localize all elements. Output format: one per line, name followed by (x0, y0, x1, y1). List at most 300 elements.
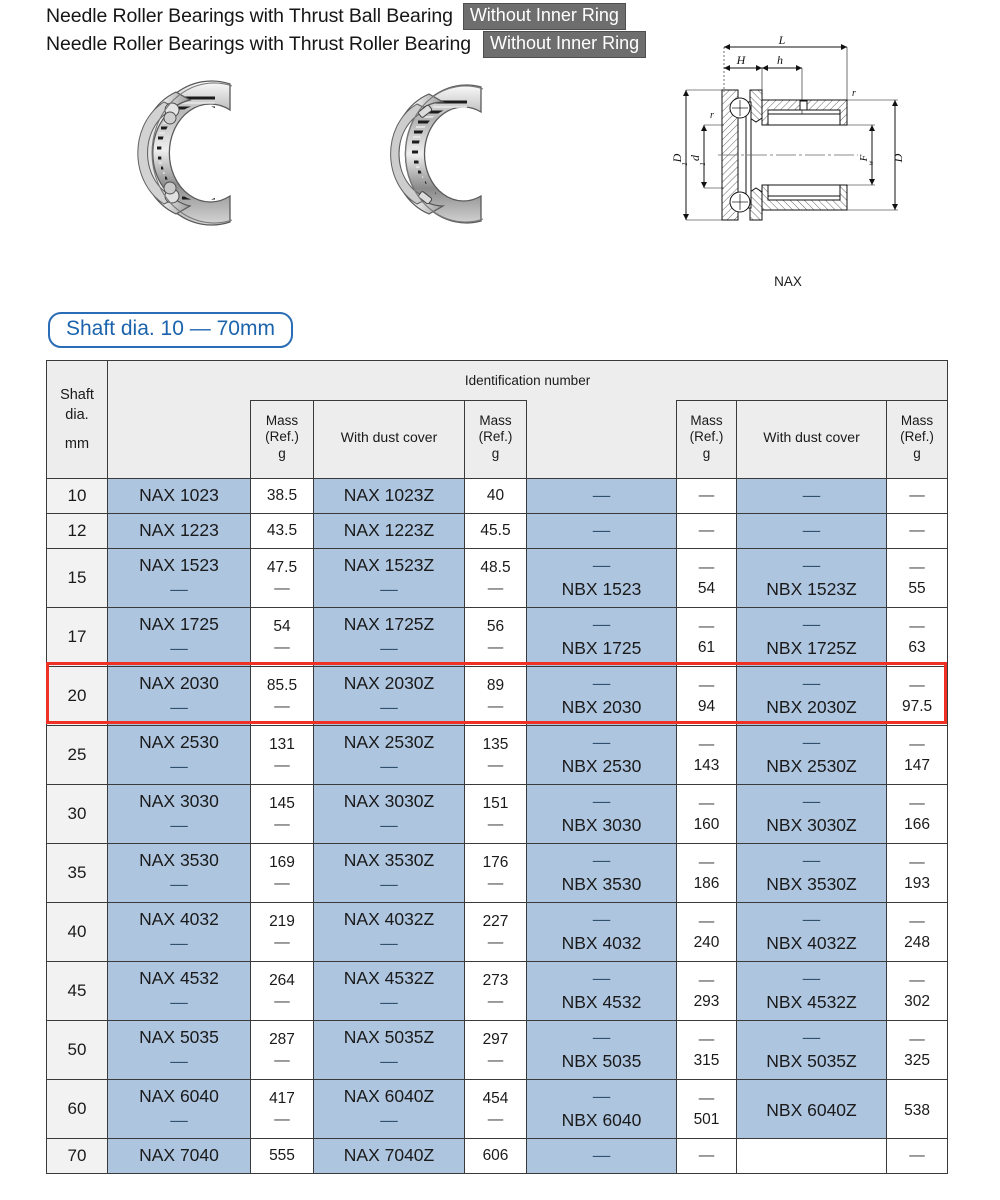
cell-nbxz (737, 844, 887, 903)
cell-nax (108, 962, 251, 1021)
cell-line-top: NAX 3030 (139, 791, 219, 812)
cell-line-bottom: 538 (904, 1102, 930, 1120)
cell-line-bottom: — (380, 579, 398, 599)
dim-label-D: D (891, 153, 905, 163)
cell-nbx (527, 1021, 677, 1080)
cell-line-top: 89 (486, 676, 505, 694)
cell-line-bottom: — (170, 874, 188, 894)
dim-label-d1: d (688, 155, 702, 161)
cell-nbxz (737, 726, 887, 785)
cell-shaft-dia: 20 (47, 667, 108, 726)
cell-line-top: NAX 6040Z (343, 1086, 435, 1107)
header-mass-2: Mass (Ref.) g (465, 401, 527, 479)
cell-nbxz_mass (887, 1021, 948, 1080)
cell-nax_mass (251, 785, 314, 844)
cell-line-top: — (802, 1027, 821, 1048)
cell-nax (108, 514, 251, 549)
cell-line-top: — (592, 1145, 611, 1166)
cell-line-bottom: — (487, 1052, 504, 1069)
cell-line-bottom: — (274, 875, 290, 892)
cell-line-bottom: — (274, 639, 290, 656)
cell-nbx_mass (677, 844, 737, 903)
cell-nax_mass (251, 1021, 314, 1080)
dim-label-L: L (778, 33, 786, 47)
cell-line-top: — (698, 522, 715, 540)
cell-nbxz (737, 1139, 887, 1174)
cell-line-bottom: 325 (904, 1052, 930, 1069)
cell-line-bottom: 97.5 (901, 698, 933, 715)
cell-line-top: — (698, 487, 715, 505)
cell-naxz (314, 726, 465, 785)
cell-line-top: — (802, 555, 821, 576)
cell-line-top: NAX 7040 (139, 1145, 219, 1166)
table-header-row-group (47, 361, 948, 401)
cell-line-top: — (698, 794, 715, 812)
cell-line-top: — (698, 1030, 715, 1048)
cell-line-bottom: 302 (904, 993, 930, 1010)
cell-nax_mass (251, 479, 314, 514)
cell-shaft-dia: 15 (47, 549, 108, 608)
cell-naxz (314, 479, 465, 514)
cell-line-bottom: 147 (904, 757, 930, 774)
cell-nbxz_mass (887, 785, 948, 844)
dim-label-r-top: r (852, 88, 856, 99)
cell-line-bottom: — (170, 638, 188, 658)
cell-line-top: — (802, 520, 821, 541)
cell-line-bottom: — (380, 638, 398, 658)
cell-line-top: — (592, 850, 611, 871)
table-row (47, 962, 948, 1021)
cell-line-top: — (909, 487, 925, 505)
cell-line-top: — (909, 794, 925, 812)
dim-label-H: H (736, 53, 746, 67)
header-shaft-dia: Shaft dia. mm (47, 361, 108, 479)
cell-line-bottom: NBX 2530Z (766, 756, 857, 776)
cell-nbx (527, 1139, 677, 1174)
cell-line-bottom: 186 (693, 875, 720, 892)
page-header (46, 4, 686, 60)
cell-naxz (314, 514, 465, 549)
cell-line-top (737, 1154, 886, 1158)
cell-line-top: 273 (482, 971, 509, 989)
table-row (47, 514, 948, 549)
cell-line-top: — (802, 968, 821, 989)
cell-naxz_mass (465, 1139, 527, 1174)
cell-naxz (314, 844, 465, 903)
cell-line-top: NAX 1023Z (343, 485, 435, 506)
cell-line-bottom: NBX 3030 (561, 815, 642, 835)
cell-line-top: — (592, 614, 611, 635)
cell-line-bottom: NBX 2030 (561, 697, 642, 717)
dim-label-Fw: F (858, 154, 870, 162)
cell-line-top: 606 (482, 1147, 509, 1165)
cell-line-top: NAX 4532 (139, 968, 219, 989)
cell-nax (108, 1139, 251, 1174)
cell-line-bottom: — (170, 1110, 188, 1130)
header-line-1 (46, 4, 686, 29)
cell-line-bottom: NBX 1725Z (766, 638, 857, 658)
cell-nbx_mass (677, 726, 737, 785)
cell-line-top: — (909, 522, 925, 540)
cell-line-top: 176 (482, 853, 509, 871)
cell-line-bottom: 143 (693, 757, 720, 774)
cell-line-top: NAX 1725Z (343, 614, 435, 635)
cell-naxz (314, 1021, 465, 1080)
cell-line-top: 287 (269, 1030, 295, 1048)
cell-nbx (527, 844, 677, 903)
cell-shaft-dia: 30 (47, 785, 108, 844)
cell-nbxz (737, 1080, 887, 1139)
cell-nbxz_mass (887, 903, 948, 962)
cell-line-bottom: 160 (693, 816, 720, 833)
cell-nbxz (737, 479, 887, 514)
cell-line-top: NAX 5035 (139, 1027, 219, 1048)
cell-nbx_mass (677, 549, 737, 608)
cell-line-top: — (592, 1027, 611, 1048)
cell-nbx (527, 903, 677, 962)
cell-line-bottom: NBX 5035Z (766, 1051, 857, 1071)
cell-line-top: NAX 5035Z (343, 1027, 435, 1048)
cell-line-bottom: — (274, 934, 290, 951)
cell-naxz_mass (465, 549, 527, 608)
cell-line-top: — (698, 676, 715, 694)
cell-line-top: NAX 1725 (139, 614, 219, 635)
cell-nax_mass (251, 844, 314, 903)
cell-line-top: NAX 1523Z (343, 555, 435, 576)
header-nax-blank (108, 401, 251, 479)
cell-nbxz_mass (887, 514, 948, 549)
specification-table (46, 360, 948, 1174)
dim-label-Fw-sub: w (867, 160, 875, 166)
cell-line-bottom: — (487, 816, 504, 833)
badge-without-inner-ring-2: Without Inner Ring (483, 31, 646, 57)
cell-nbx_mass (677, 1080, 737, 1139)
cell-line-bottom: 166 (904, 816, 930, 833)
header-identification-number: Identification number (108, 361, 948, 401)
cell-naxz (314, 962, 465, 1021)
cell-shaft-dia: 45 (47, 962, 108, 1021)
cell-naxz_mass (465, 844, 527, 903)
dim-label-D1-sub: 1 (681, 162, 689, 166)
cell-naxz (314, 1080, 465, 1139)
cell-shaft-dia: 60 (47, 1080, 108, 1139)
cell-line-bottom: — (274, 580, 290, 597)
cell-line-top: NAX 1223 (139, 520, 219, 541)
cell-line-bottom: — (487, 757, 504, 774)
cell-nax (108, 726, 251, 785)
cell-line-bottom: NBX 4032Z (766, 933, 857, 953)
cell-line-top: NAX 6040 (139, 1086, 219, 1107)
cell-line-top: 131 (269, 735, 295, 753)
cell-nax (108, 1021, 251, 1080)
cell-line-bottom: NBX 5035 (561, 1051, 642, 1071)
cell-nbx (527, 514, 677, 549)
cell-line-top: NAX 4032Z (343, 909, 435, 930)
cell-line-bottom: 55 (908, 580, 926, 597)
cell-line-top: NAX 2530Z (343, 732, 435, 753)
cell-line-bottom: — (170, 815, 188, 835)
cell-line-top: — (909, 1030, 925, 1048)
cell-line-bottom: — (380, 933, 398, 953)
table-header-row-sub (47, 401, 948, 479)
cell-line-top: — (909, 912, 925, 930)
cell-line-bottom: — (487, 875, 504, 892)
cell-line-top: NAX 1223Z (343, 520, 435, 541)
cell-line-bottom: 248 (904, 934, 930, 951)
cell-line-bottom: — (170, 1051, 188, 1071)
table-row (47, 667, 948, 726)
cell-line-bottom: — (380, 1051, 398, 1071)
cell-nax (108, 1080, 251, 1139)
cell-line-top: — (802, 485, 821, 506)
cell-line-bottom: NBX 6040Z (766, 1100, 857, 1121)
cell-line-top: 454 (482, 1089, 509, 1107)
cell-line-top: 227 (482, 912, 509, 930)
cell-line-bottom: — (274, 1052, 290, 1069)
product-title-ball-bearing: Needle Roller Bearings with Thrust Ball Bearing (46, 5, 453, 27)
cell-nbx_mass (677, 962, 737, 1021)
cell-line-bottom: 293 (693, 993, 720, 1010)
table-row (47, 844, 948, 903)
cell-nbx_mass (677, 667, 737, 726)
cell-line-top: — (802, 850, 821, 871)
cell-line-bottom: — (380, 756, 398, 776)
cell-nbxz_mass (887, 962, 948, 1021)
cell-naxz_mass (465, 514, 527, 549)
cell-line-top: — (909, 853, 925, 871)
cell-shaft-dia: 40 (47, 903, 108, 962)
product-title-roller-bearing: Needle Roller Bearings with Thrust Roller Bearing (46, 33, 472, 55)
cell-nax_mass (251, 549, 314, 608)
cell-naxz_mass (465, 903, 527, 962)
cell-line-bottom: 315 (693, 1052, 720, 1069)
cell-line-bottom: — (170, 579, 188, 599)
cell-shaft-dia: 25 (47, 726, 108, 785)
cell-nax_mass (251, 1080, 314, 1139)
cell-nbxz_mass (887, 549, 948, 608)
cell-nbx (527, 1080, 677, 1139)
cell-nbxz (737, 785, 887, 844)
table-row (47, 785, 948, 844)
cell-line-top: — (698, 912, 715, 930)
cell-naxz_mass (465, 785, 527, 844)
cell-nbx (527, 479, 677, 514)
badge-without-inner-ring-1: Without Inner Ring (463, 3, 626, 29)
cell-nax_mass (251, 667, 314, 726)
cell-line-top: — (802, 614, 821, 635)
cell-line-bottom: 240 (693, 934, 720, 951)
cell-line-top: — (698, 558, 715, 576)
table-row (47, 1080, 948, 1139)
cell-line-bottom: — (274, 993, 290, 1010)
cell-naxz_mass (465, 479, 527, 514)
cell-line-top: — (698, 971, 715, 989)
cell-line-top: 135 (482, 735, 509, 753)
cell-line-bottom: — (170, 756, 188, 776)
cell-line-top: — (802, 791, 821, 812)
table-header (47, 361, 948, 479)
cell-nbx (527, 667, 677, 726)
cell-line-top: — (698, 853, 715, 871)
cell-line-top: NAX 1023 (139, 485, 219, 506)
cell-nbx (527, 726, 677, 785)
cell-line-bottom: — (380, 1110, 398, 1130)
cell-line-bottom: NBX 6040 (561, 1110, 642, 1130)
cell-nbxz (737, 608, 887, 667)
cell-line-top: — (592, 520, 611, 541)
table-row (47, 903, 948, 962)
cell-line-top: 555 (269, 1147, 295, 1165)
cell-naxz (314, 549, 465, 608)
cell-shaft-dia: 10 (47, 479, 108, 514)
cell-line-top: NAX 3530Z (343, 850, 435, 871)
cell-line-top: 47.5 (266, 558, 298, 576)
cell-line-top: 264 (269, 971, 295, 989)
product-photos (120, 68, 480, 253)
cell-line-top: 297 (482, 1030, 509, 1048)
cell-line-bottom: NBX 1725 (561, 638, 642, 658)
table-row (47, 1021, 948, 1080)
cell-line-bottom: NBX 4532 (561, 992, 642, 1012)
cell-nax_mass (251, 1139, 314, 1174)
cell-nbx_mass (677, 1139, 737, 1174)
drawing-caption-nax: NAX (774, 274, 802, 289)
cell-line-top: NAX 3030Z (343, 791, 435, 812)
cell-naxz_mass (465, 1021, 527, 1080)
cell-line-top: — (698, 617, 715, 635)
cell-nbx_mass (677, 903, 737, 962)
cell-line-top: — (592, 732, 611, 753)
header-nbx-blank (527, 401, 677, 479)
cell-line-top: 169 (269, 853, 295, 871)
header-with-dust-cover-2: With dust cover (737, 401, 887, 479)
cell-line-top: NAX 4032 (139, 909, 219, 930)
cell-nbxz_mass (887, 479, 948, 514)
table-row (47, 549, 948, 608)
cell-line-top: NAX 2030 (139, 673, 219, 694)
specification-table-wrapper (46, 360, 947, 1174)
cell-line-bottom: NBX 3530 (561, 874, 642, 894)
cell-line-bottom: NBX 3530Z (766, 874, 857, 894)
cell-shaft-dia: 12 (47, 514, 108, 549)
table-row (47, 1139, 948, 1174)
cell-line-bottom: NBX 2030Z (766, 697, 857, 717)
cell-nbx_mass (677, 785, 737, 844)
cell-naxz_mass (465, 667, 527, 726)
table-row (47, 479, 948, 514)
header-with-dust-cover-1: With dust cover (314, 401, 465, 479)
cell-line-top: 43.5 (266, 522, 298, 540)
cell-line-top: 48.5 (480, 558, 511, 576)
cell-naxz (314, 785, 465, 844)
bearing-cross-section-drawing (662, 30, 914, 248)
cell-line-bottom: — (487, 1111, 504, 1128)
cell-line-bottom: NBX 4532Z (766, 992, 857, 1012)
cell-line-top: — (909, 676, 925, 694)
cell-line-top: — (909, 1147, 925, 1165)
shaft-diameter-range-label: Shaft dia. 10 — 70mm (48, 312, 293, 348)
bearing-photo-thrust-roller (375, 72, 550, 237)
cell-nbx (527, 608, 677, 667)
cell-nbxz (737, 903, 887, 962)
cell-line-top: 219 (269, 912, 295, 930)
cell-nbxz (737, 667, 887, 726)
cell-nbxz_mass (887, 667, 948, 726)
cell-line-bottom: NBX 4032 (561, 933, 642, 953)
cell-line-bottom: NBX 1523Z (766, 579, 857, 599)
bearing-photo-thrust-ball (120, 68, 300, 238)
header-mass-3: Mass (Ref.) g (677, 401, 737, 479)
cell-line-bottom: — (274, 757, 290, 774)
cell-naxz (314, 1139, 465, 1174)
cell-nbxz_mass (887, 844, 948, 903)
cell-nbxz_mass (887, 608, 948, 667)
cell-nax_mass (251, 962, 314, 1021)
cell-line-top: — (802, 673, 821, 694)
cell-nax (108, 549, 251, 608)
cell-line-bottom: — (487, 993, 504, 1010)
cell-line-top: — (802, 732, 821, 753)
cell-nax (108, 903, 251, 962)
cell-line-top: — (592, 485, 611, 506)
cell-line-top: 85.5 (266, 676, 298, 694)
cell-line-top: — (698, 1147, 715, 1165)
cell-shaft-dia: 35 (47, 844, 108, 903)
cell-nbxz_mass (887, 1080, 948, 1139)
cell-line-bottom: NBX 2530 (561, 756, 642, 776)
cell-line-bottom: — (380, 697, 398, 717)
cell-line-top: 56 (486, 617, 505, 635)
cell-nax_mass (251, 514, 314, 549)
dim-label-h: h (777, 53, 783, 67)
cell-line-bottom: 63 (908, 639, 926, 656)
cell-nax (108, 608, 251, 667)
cell-line-top: — (592, 909, 611, 930)
cell-line-top: NAX 7040Z (343, 1145, 435, 1166)
dim-label-d1-sub: 1 (699, 162, 707, 166)
cell-line-bottom: — (274, 698, 290, 715)
cell-line-top: — (909, 735, 925, 753)
cell-line-top: — (698, 735, 715, 753)
cell-naxz_mass (465, 1080, 527, 1139)
cell-nax (108, 479, 251, 514)
cell-line-top: NAX 2030Z (343, 673, 435, 694)
cell-nbxz (737, 549, 887, 608)
cell-line-top: NAX 3530 (139, 850, 219, 871)
cell-line-top: — (592, 555, 611, 576)
cell-line-bottom: — (274, 816, 290, 833)
cell-line-bottom: 501 (693, 1111, 720, 1128)
cell-nbxz (737, 1021, 887, 1080)
cell-line-top: NAX 1523 (139, 555, 219, 576)
cell-line-top: — (909, 971, 925, 989)
cell-naxz (314, 667, 465, 726)
cell-line-top: 45.5 (480, 522, 511, 540)
cell-line-top: 38.5 (266, 487, 298, 505)
cell-line-top: — (592, 968, 611, 989)
cell-line-top: 40 (486, 487, 505, 505)
table-body (47, 479, 948, 1174)
cell-nbxz (737, 514, 887, 549)
dim-label-r-left: r (710, 110, 714, 121)
cell-line-top: — (698, 1089, 715, 1107)
cell-line-bottom: — (274, 1111, 290, 1128)
cell-naxz_mass (465, 962, 527, 1021)
cell-nax_mass (251, 608, 314, 667)
cell-nbxz_mass (887, 726, 948, 785)
cell-line-bottom: — (170, 697, 188, 717)
cell-nbxz_mass (887, 1139, 948, 1174)
